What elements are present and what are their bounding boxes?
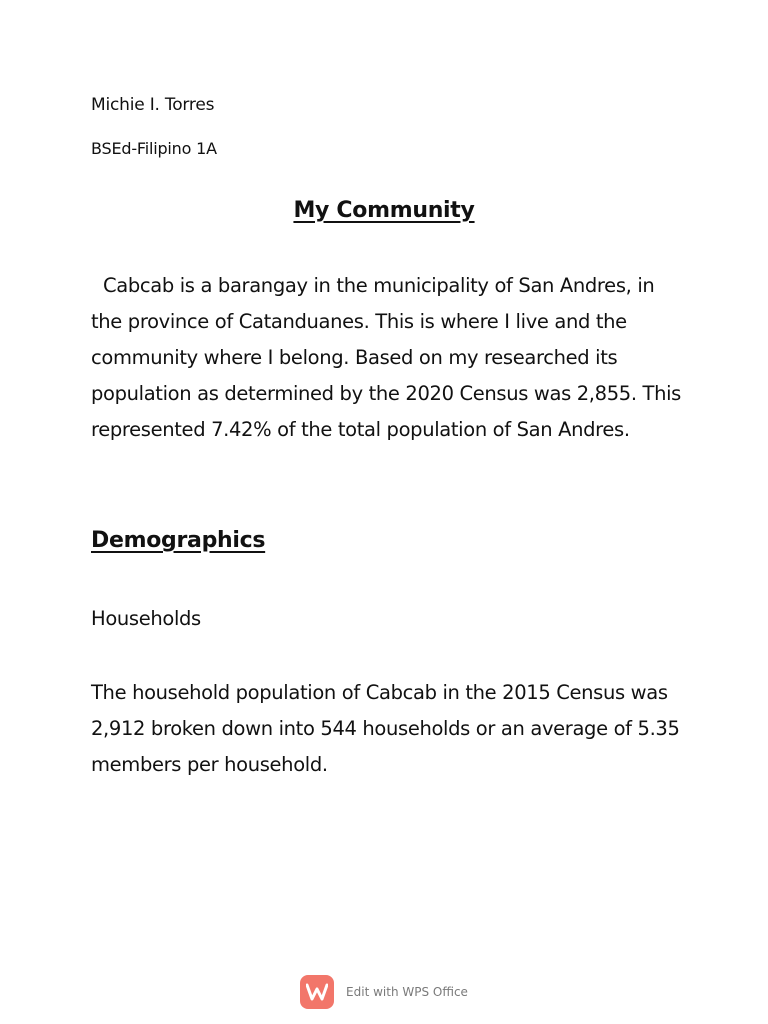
- wps-w-glyph-icon: [306, 983, 328, 1001]
- wps-watermark[interactable]: [0, 974, 768, 1010]
- wps-watermark-text: Edit with WPS Office: [346, 985, 468, 999]
- author-name: Michie I. Torres: [91, 95, 215, 115]
- demographics-heading: Demographics: [91, 528, 266, 553]
- course-section: BSEd-Filipino 1A: [91, 139, 217, 158]
- households-subheading: Households: [91, 607, 201, 630]
- wps-office-logo-icon: [300, 975, 334, 1009]
- page-title: My Community: [293, 198, 475, 223]
- households-paragraph: The household population of Cabcab in the 2015 Census was 2,912 broken down into 544 households or an average of 5.35 members per household.: [91, 681, 680, 776]
- intro-paragraph: Cabcab is a barangay in the municipality of San Andres, in the province of Catanduanes. This is where I live and the community where I belong. Based on my researched its population as determined by the 2020 Census was 2,855. This represented 7.42% of the total population of San Andres.: [91, 274, 681, 441]
